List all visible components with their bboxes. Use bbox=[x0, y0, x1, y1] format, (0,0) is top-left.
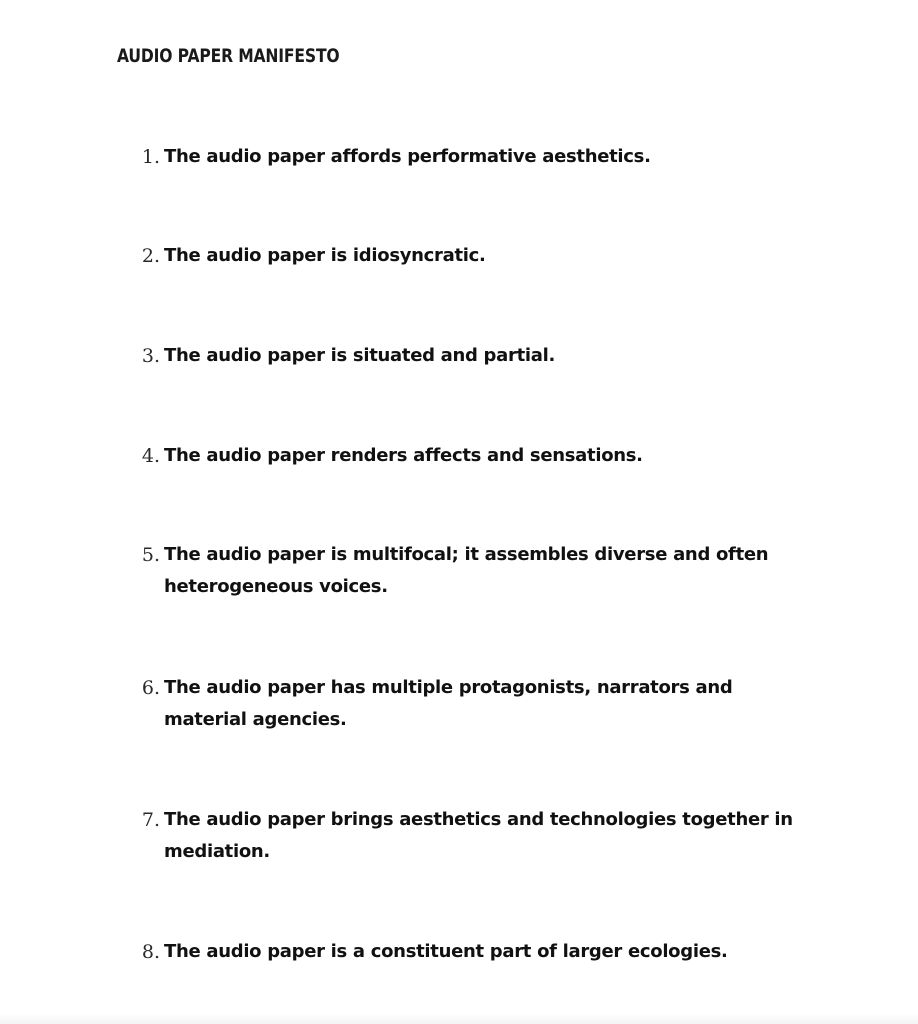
item-text: The audio paper is multifocal; it assembles diverse and often heterogeneous voices. bbox=[164, 544, 769, 597]
item-number: 2. bbox=[141, 245, 160, 267]
item-number: 7. bbox=[141, 809, 160, 831]
item-text: The audio paper renders affects and sensations. bbox=[164, 445, 643, 466]
item-number: 8. bbox=[141, 941, 160, 963]
page-title: AUDIO PAPER MANIFESTO bbox=[117, 45, 340, 67]
item-number: 1. bbox=[141, 146, 160, 168]
item-number: 4. bbox=[141, 445, 160, 467]
item-text: The audio paper is situated and partial. bbox=[164, 345, 555, 366]
item-text: The audio paper is idiosyncratic. bbox=[164, 245, 486, 266]
item-text: The audio paper brings aesthetics and technologies together in mediation. bbox=[164, 809, 793, 862]
item-text: The audio paper has multiple protagonists, narrators and material agencies. bbox=[164, 677, 733, 730]
bottom-divider bbox=[0, 1014, 918, 1024]
item-text: The audio paper is a constituent part of larger ecologies. bbox=[164, 941, 728, 962]
item-number: 6. bbox=[141, 677, 160, 699]
item-number: 3. bbox=[141, 345, 160, 367]
item-text: The audio paper affords performative aesthetics. bbox=[164, 146, 651, 167]
item-number: 5. bbox=[141, 544, 160, 566]
